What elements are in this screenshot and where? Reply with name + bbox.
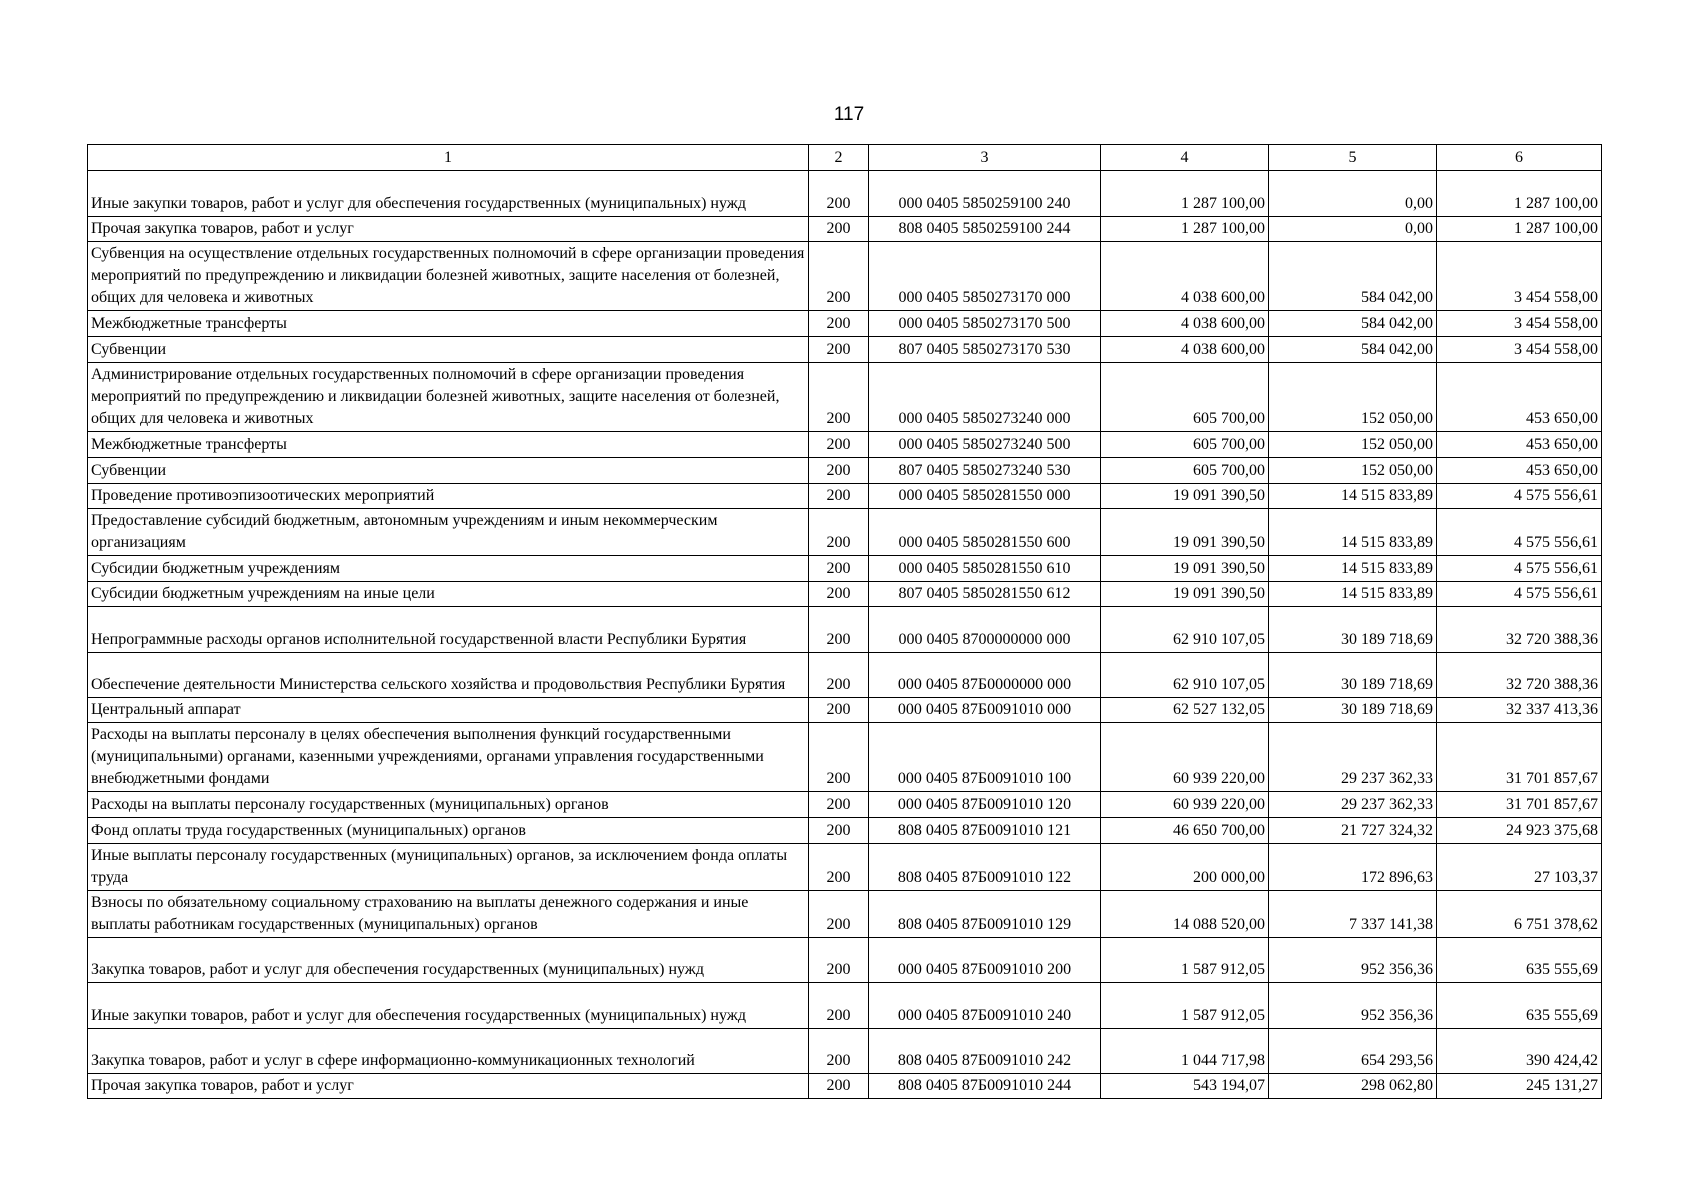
row-approved-amount-cell: 1 044 717,98 [1101,1029,1269,1074]
row-executed-amount-cell: 152 050,00 [1269,363,1437,432]
row-name-cell: Межбюджетные трансферты [88,311,809,337]
column-header: 5 [1269,145,1437,171]
row-classification-code-cell: 000 0405 5850259100 240 [869,171,1101,217]
row-remaining-amount-cell: 245 131,27 [1437,1074,1602,1099]
row-executed-amount-cell: 14 515 833,89 [1269,556,1437,582]
row-line-code-cell: 200 [809,938,869,983]
row-remaining-amount-cell: 635 555,69 [1437,983,1602,1029]
table-row [88,311,1602,337]
row-approved-amount-cell: 60 939 220,00 [1101,723,1269,792]
column-header: 6 [1437,145,1602,171]
row-executed-amount-cell: 14 515 833,89 [1269,582,1437,607]
row-approved-amount-cell: 19 091 390,50 [1101,484,1269,509]
row-executed-amount-cell: 952 356,36 [1269,938,1437,983]
table-row [88,607,1602,653]
row-executed-amount-cell: 0,00 [1269,171,1437,217]
row-executed-amount-cell: 152 050,00 [1269,458,1437,484]
row-executed-amount-cell: 7 337 141,38 [1269,891,1437,938]
table-row [88,171,1602,217]
row-line-code-cell: 200 [809,891,869,938]
row-name-cell: Проведение противоэпизоотических мероприятий [88,484,809,509]
row-classification-code-cell: 808 0405 87Б0091010 242 [869,1029,1101,1074]
row-line-code-cell: 200 [809,432,869,458]
row-executed-amount-cell: 30 189 718,69 [1269,653,1437,698]
table-row [88,337,1602,363]
row-name-cell: Субсидии бюджетным учреждениям на иные цели [88,582,809,607]
row-remaining-amount-cell: 4 575 556,61 [1437,484,1602,509]
row-name-cell: Субвенции [88,337,809,363]
page-number: 117 [833,104,865,125]
column-header-row [88,145,1602,171]
row-line-code-cell: 200 [809,363,869,432]
row-approved-amount-cell: 14 088 520,00 [1101,891,1269,938]
row-name-cell: Предоставление субсидий бюджетным, автономным учреждениям и иным некоммерческим организациям [88,509,809,556]
row-classification-code-cell: 808 0405 87Б0091010 122 [869,844,1101,891]
row-line-code-cell: 200 [809,698,869,723]
table-row [88,242,1602,311]
row-executed-amount-cell: 654 293,56 [1269,1029,1437,1074]
row-remaining-amount-cell: 32 337 413,36 [1437,698,1602,723]
row-remaining-amount-cell: 3 454 558,00 [1437,311,1602,337]
table-row [88,983,1602,1029]
row-executed-amount-cell: 21 727 324,32 [1269,818,1437,844]
row-line-code-cell: 200 [809,484,869,509]
row-name-cell: Закупка товаров, работ и услуг для обеспечения государственных (муниципальных) нужд [88,938,809,983]
row-line-code-cell: 200 [809,556,869,582]
table-row [88,432,1602,458]
table-row [88,818,1602,844]
row-name-cell: Расходы на выплаты персоналу в целях обеспечения выполнения функций государственными (муниципальными) органами, казенными учреждениями, органами управления государственными внебюджетными фондами [88,723,809,792]
row-name-cell: Непрограммные расходы органов исполнительной государственной власти Республики Бурятия [88,607,809,653]
row-executed-amount-cell: 14 515 833,89 [1269,509,1437,556]
table-row [88,938,1602,983]
row-approved-amount-cell: 4 038 600,00 [1101,242,1269,311]
row-executed-amount-cell: 584 042,00 [1269,242,1437,311]
column-header: 3 [869,145,1101,171]
row-name-cell: Взносы по обязательному социальному страхованию на выплаты денежного содержания и иные выплаты работникам государственных (муниципальных) органов [88,891,809,938]
row-line-code-cell: 200 [809,311,869,337]
row-remaining-amount-cell: 3 454 558,00 [1437,337,1602,363]
row-line-code-cell: 200 [809,844,869,891]
table-row [88,653,1602,698]
row-executed-amount-cell: 29 237 362,33 [1269,792,1437,818]
table-row [88,458,1602,484]
table-row [88,723,1602,792]
column-header: 2 [809,145,869,171]
row-name-cell: Прочая закупка товаров, работ и услуг [88,217,809,242]
row-executed-amount-cell: 29 237 362,33 [1269,723,1437,792]
row-name-cell: Центральный аппарат [88,698,809,723]
table-row [88,509,1602,556]
column-header: 4 [1101,145,1269,171]
row-remaining-amount-cell: 1 287 100,00 [1437,217,1602,242]
row-approved-amount-cell: 605 700,00 [1101,432,1269,458]
row-line-code-cell: 200 [809,337,869,363]
row-approved-amount-cell: 4 038 600,00 [1101,311,1269,337]
row-classification-code-cell: 808 0405 87Б0091010 121 [869,818,1101,844]
row-remaining-amount-cell: 32 720 388,36 [1437,653,1602,698]
row-remaining-amount-cell: 31 701 857,67 [1437,723,1602,792]
row-remaining-amount-cell: 24 923 375,68 [1437,818,1602,844]
table-row [88,1074,1602,1099]
row-line-code-cell: 200 [809,509,869,556]
row-remaining-amount-cell: 4 575 556,61 [1437,582,1602,607]
row-line-code-cell: 200 [809,1029,869,1074]
row-approved-amount-cell: 200 000,00 [1101,844,1269,891]
row-line-code-cell: 200 [809,723,869,792]
row-executed-amount-cell: 152 050,00 [1269,432,1437,458]
row-approved-amount-cell: 4 038 600,00 [1101,337,1269,363]
row-approved-amount-cell: 46 650 700,00 [1101,818,1269,844]
row-remaining-amount-cell: 32 720 388,36 [1437,607,1602,653]
row-executed-amount-cell: 30 189 718,69 [1269,607,1437,653]
row-name-cell: Закупка товаров, работ и услуг в сфере информационно-коммуникационных технологий [88,1029,809,1074]
row-remaining-amount-cell: 635 555,69 [1437,938,1602,983]
row-classification-code-cell: 000 0405 5850273240 000 [869,363,1101,432]
row-remaining-amount-cell: 6 751 378,62 [1437,891,1602,938]
row-line-code-cell: 200 [809,458,869,484]
row-name-cell: Фонд оплаты труда государственных (муниципальных) органов [88,818,809,844]
row-classification-code-cell: 808 0405 87Б0091010 129 [869,891,1101,938]
row-remaining-amount-cell: 3 454 558,00 [1437,242,1602,311]
table-row [88,844,1602,891]
row-executed-amount-cell: 14 515 833,89 [1269,484,1437,509]
row-classification-code-cell: 000 0405 87Б0000000 000 [869,653,1101,698]
row-classification-code-cell: 807 0405 5850281550 612 [869,582,1101,607]
row-executed-amount-cell: 0,00 [1269,217,1437,242]
table-row [88,582,1602,607]
row-approved-amount-cell: 19 091 390,50 [1101,582,1269,607]
row-approved-amount-cell: 605 700,00 [1101,363,1269,432]
row-remaining-amount-cell: 390 424,42 [1437,1029,1602,1074]
row-remaining-amount-cell: 27 103,37 [1437,844,1602,891]
row-line-code-cell: 200 [809,1074,869,1099]
row-name-cell: Обеспечение деятельности Министерства сельского хозяйства и продовольствия Республики Бурятия [88,653,809,698]
row-name-cell: Субвенция на осуществление отдельных государственных полномочий в сфере организации проведения мероприятий по предупреждению и ликвидации болезней животных, защите населения от болезней, общих для человека и животных [88,242,809,311]
row-executed-amount-cell: 298 062,80 [1269,1074,1437,1099]
row-executed-amount-cell: 30 189 718,69 [1269,698,1437,723]
column-header: 1 [88,145,809,171]
row-classification-code-cell: 000 0405 5850281550 600 [869,509,1101,556]
row-classification-code-cell: 000 0405 5850281550 610 [869,556,1101,582]
row-name-cell: Администрирование отдельных государственных полномочий в сфере организации проведения мероприятий по предупреждению и ликвидации болезней животных, защите населения от болезней, общих для человека и животных [88,363,809,432]
row-approved-amount-cell: 1 587 912,05 [1101,983,1269,1029]
table-row [88,556,1602,582]
row-name-cell: Расходы на выплаты персоналу государственных (муниципальных) органов [88,792,809,818]
row-remaining-amount-cell: 453 650,00 [1437,363,1602,432]
row-classification-code-cell: 000 0405 87Б0091010 100 [869,723,1101,792]
row-executed-amount-cell: 172 896,63 [1269,844,1437,891]
row-remaining-amount-cell: 453 650,00 [1437,458,1602,484]
row-approved-amount-cell: 1 587 912,05 [1101,938,1269,983]
row-name-cell: Иные закупки товаров, работ и услуг для обеспечения государственных (муниципальных) нужд [88,983,809,1029]
row-name-cell: Иные закупки товаров, работ и услуг для обеспечения государственных (муниципальных) нужд [88,171,809,217]
table-row [88,698,1602,723]
row-approved-amount-cell: 543 194,07 [1101,1074,1269,1099]
row-remaining-amount-cell: 31 701 857,67 [1437,792,1602,818]
row-executed-amount-cell: 584 042,00 [1269,311,1437,337]
row-line-code-cell: 200 [809,792,869,818]
row-classification-code-cell: 808 0405 5850259100 244 [869,217,1101,242]
row-remaining-amount-cell: 4 575 556,61 [1437,556,1602,582]
row-classification-code-cell: 000 0405 5850273170 500 [869,311,1101,337]
row-executed-amount-cell: 952 356,36 [1269,983,1437,1029]
table-row [88,792,1602,818]
row-approved-amount-cell: 62 910 107,05 [1101,607,1269,653]
row-line-code-cell: 200 [809,217,869,242]
budget-table [87,144,1602,1099]
row-classification-code-cell: 000 0405 87Б0091010 000 [869,698,1101,723]
row-classification-code-cell: 000 0405 5850281550 000 [869,484,1101,509]
row-line-code-cell: 200 [809,242,869,311]
row-line-code-cell: 200 [809,983,869,1029]
row-remaining-amount-cell: 1 287 100,00 [1437,171,1602,217]
row-executed-amount-cell: 584 042,00 [1269,337,1437,363]
row-line-code-cell: 200 [809,171,869,217]
row-approved-amount-cell: 60 939 220,00 [1101,792,1269,818]
row-name-cell: Межбюджетные трансферты [88,432,809,458]
table-row [88,484,1602,509]
row-name-cell: Субвенции [88,458,809,484]
row-name-cell: Прочая закупка товаров, работ и услуг [88,1074,809,1099]
row-approved-amount-cell: 605 700,00 [1101,458,1269,484]
row-classification-code-cell: 000 0405 5850273240 500 [869,432,1101,458]
row-classification-code-cell: 807 0405 5850273240 530 [869,458,1101,484]
table-row [88,891,1602,938]
row-classification-code-cell: 000 0405 87Б0091010 240 [869,983,1101,1029]
table-row [88,217,1602,242]
row-remaining-amount-cell: 4 575 556,61 [1437,509,1602,556]
row-classification-code-cell: 000 0405 8700000000 000 [869,607,1101,653]
row-line-code-cell: 200 [809,582,869,607]
row-approved-amount-cell: 62 910 107,05 [1101,653,1269,698]
row-remaining-amount-cell: 453 650,00 [1437,432,1602,458]
table-row [88,363,1602,432]
row-approved-amount-cell: 1 287 100,00 [1101,171,1269,217]
row-name-cell: Субсидии бюджетным учреждениям [88,556,809,582]
row-line-code-cell: 200 [809,607,869,653]
table-row [88,1029,1602,1074]
row-classification-code-cell: 000 0405 87Б0091010 200 [869,938,1101,983]
row-classification-code-cell: 000 0405 5850273170 000 [869,242,1101,311]
row-classification-code-cell: 808 0405 87Б0091010 244 [869,1074,1101,1099]
row-approved-amount-cell: 19 091 390,50 [1101,509,1269,556]
row-approved-amount-cell: 19 091 390,50 [1101,556,1269,582]
row-approved-amount-cell: 62 527 132,05 [1101,698,1269,723]
row-line-code-cell: 200 [809,653,869,698]
row-line-code-cell: 200 [809,818,869,844]
row-name-cell: Иные выплаты персоналу государственных (муниципальных) органов, за исключением фонда оплаты труда [88,844,809,891]
row-classification-code-cell: 807 0405 5850273170 530 [869,337,1101,363]
row-approved-amount-cell: 1 287 100,00 [1101,217,1269,242]
row-classification-code-cell: 000 0405 87Б0091010 120 [869,792,1101,818]
